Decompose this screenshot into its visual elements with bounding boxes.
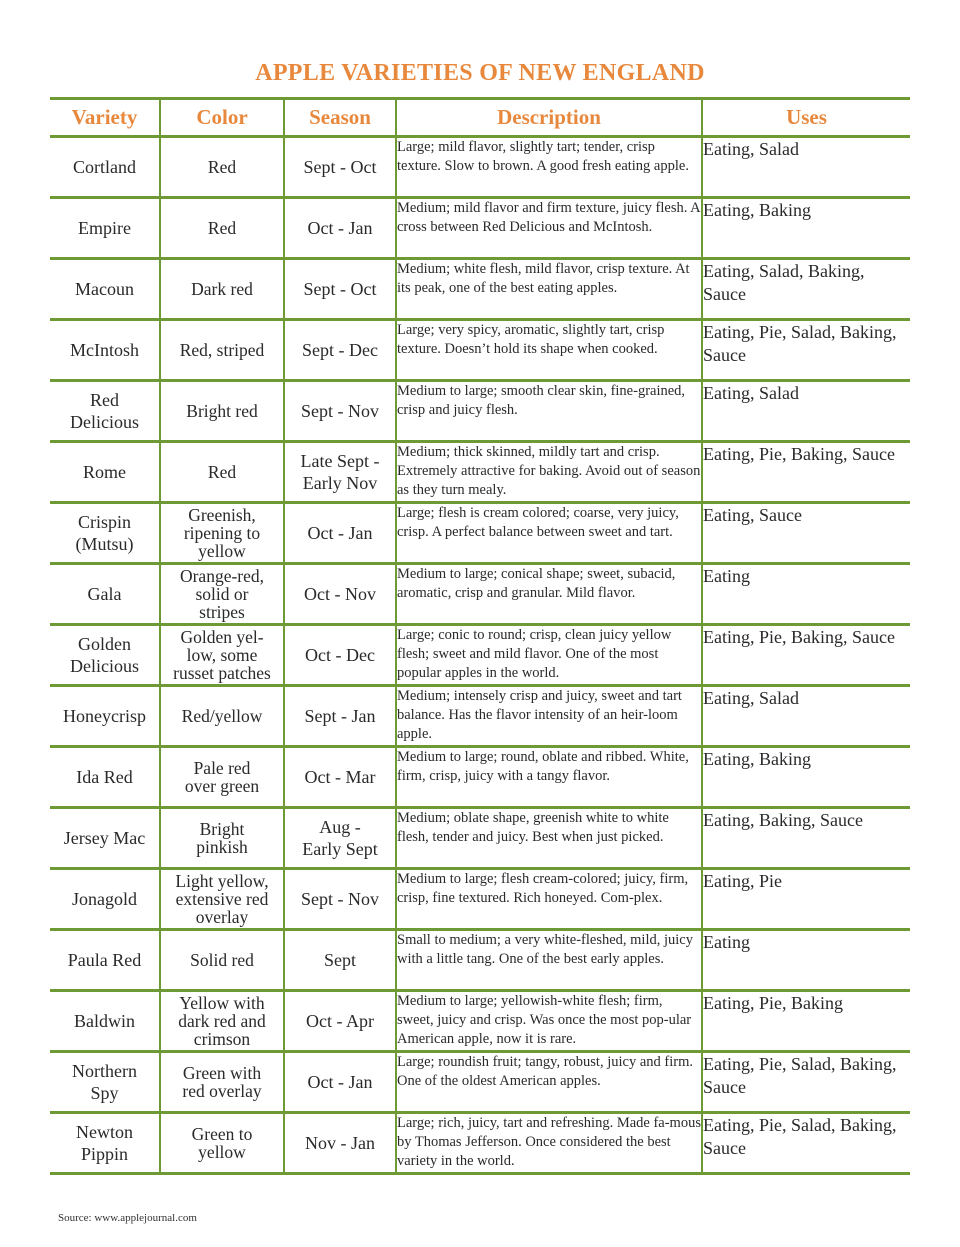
description-cell-text: Small to medium; a very white-fleshed, mild, juicy with a little tang. One of the best early apples. [397,932,693,967]
table-row [50,869,910,930]
table-row [50,503,910,564]
header-season: Season [284,99,396,137]
season-cell-text: Oct - Jan [307,523,373,543]
description-cell [396,381,702,442]
season-cell [284,564,396,625]
variety-cell [50,808,160,869]
color-cell-text: Green with red overlay [182,1063,262,1101]
color-cell [160,991,284,1052]
variety-cell-text: McIntosh [70,340,139,360]
variety-cell-text: Red Delicious [70,390,139,432]
season-cell [284,1113,396,1174]
season-cell-text: Sept - Nov [301,401,379,421]
description-cell-text: Medium; white flesh, mild flavor, crisp texture. At its peak, one of the best eating apples. [397,261,690,296]
variety-cell [50,991,160,1052]
color-cell [160,381,284,442]
description-cell-text: Large; roundish fruit; tangy, robust, juicy and firm. One of the oldest American apples. [397,1054,693,1089]
header-variety: Variety [50,99,160,137]
description-cell-text: Medium to large; conical shape; sweet, subacid, aromatic, crisp and granular. Mild flavor. [397,566,676,601]
season-cell [284,1052,396,1113]
table-row [50,625,910,686]
season-cell [284,381,396,442]
color-cell-text: Green to yellow [191,1124,253,1162]
source-note: Source: www.applejournal.com [58,1212,197,1224]
uses-cell [702,320,910,381]
uses-cell-text: Eating, Pie, Baking, Sauce [703,627,895,647]
uses-cell-text: Eating, Baking [703,749,811,769]
table-row [50,686,910,747]
uses-cell [702,930,910,991]
table-row [50,381,910,442]
color-cell-text: Bright pinkish [196,819,248,857]
header-color: Color [160,99,284,137]
season-cell [284,259,396,320]
season-cell [284,991,396,1052]
table-body [50,137,910,1174]
description-cell-text: Medium; thick skinned, mildly tart and crisp. Extremely attractive for baking. Avoid out of season as they turn mealy. [397,444,701,498]
color-cell-text: Light yellow, extensive red overlay [175,871,269,927]
table-row [50,808,910,869]
season-cell [284,320,396,381]
variety-cell [50,503,160,564]
variety-cell-text: Gala [87,584,122,604]
description-cell [396,1052,702,1113]
description-cell-text: Medium to large; smooth clear skin, fine-grained, crisp and juicy flesh. [397,383,686,418]
description-cell [396,1113,702,1174]
table-row [50,991,910,1052]
color-cell-text: Greenish, ripening to yellow [183,505,261,561]
uses-cell-text: Eating, Baking, Sauce [703,810,863,830]
uses-cell [702,625,910,686]
color-cell [160,320,284,381]
season-cell-text: Oct - Nov [304,584,376,604]
description-cell-text: Medium to large; flesh cream-colored; juicy, firm, crisp, fine textured. Rich honeyed. Com-plex. [397,871,689,906]
table-row [50,747,910,808]
uses-cell-text: Eating [703,932,750,952]
uses-cell [702,747,910,808]
description-cell-text: Large; very spicy, aromatic, slightly tart, crisp texture. Doesn’t hold its shape when cooked. [397,322,665,357]
description-cell-text: Medium to large; round, oblate and ribbed. White, firm, crisp, juicy with a tangy flavor. [397,749,689,784]
season-cell [284,686,396,747]
uses-cell [702,198,910,259]
uses-cell-text: Eating, Pie, Baking [703,993,843,1013]
color-cell [160,808,284,869]
uses-cell-text: Eating, Pie, Salad, Baking, Sauce [703,1115,897,1158]
season-cell-text: Sept - Jan [304,706,376,726]
uses-cell-text: Eating, Pie, Baking, Sauce [703,444,895,464]
uses-cell [702,564,910,625]
uses-cell [702,1052,910,1113]
color-cell-text: Pale red over green [184,758,260,796]
uses-cell-text: Eating, Salad [703,688,799,708]
uses-cell-text: Eating, Baking [703,200,811,220]
description-cell [396,869,702,930]
uses-cell-text: Eating [703,566,750,586]
uses-cell-text: Eating, Salad [703,383,799,403]
variety-cell [50,747,160,808]
description-cell [396,686,702,747]
description-cell-text: Large; flesh is cream colored; coarse, very juicy, crisp. A perfect balance between sweet and tart. [397,505,679,540]
season-cell [284,747,396,808]
uses-cell [702,503,910,564]
description-cell [396,442,702,503]
description-cell-text: Medium to large; yellowish-white flesh; firm, sweet, juicy and crisp. Was once the most pop-ular American apple, now it is rare. [397,993,692,1047]
variety-cell [50,259,160,320]
variety-cell [50,381,160,442]
color-cell [160,686,284,747]
description-cell [396,808,702,869]
season-cell [284,137,396,198]
description-cell-text: Large; rich, juicy, tart and refreshing. Made fa-mous by Thomas Jefferson. Once considered the best variety in the world. [397,1115,701,1169]
variety-cell [50,1052,160,1113]
uses-cell [702,381,910,442]
description-cell [396,991,702,1052]
color-cell [160,747,284,808]
variety-cell-text: Jonagold [72,889,137,909]
variety-cell [50,198,160,259]
uses-cell-text: Eating, Salad, Baking, Sauce [703,261,865,304]
variety-cell-text: Empire [78,218,131,238]
table-row [50,442,910,503]
color-cell [160,442,284,503]
season-cell [284,930,396,991]
description-cell [396,320,702,381]
variety-cell-text: Ida Red [76,767,133,787]
variety-cell-text: Golden Delicious [70,634,139,676]
color-cell-text: Yellow with dark red and crimson [178,993,266,1049]
color-cell-text: Red [207,462,237,482]
variety-cell-text: Jersey Mac [63,828,146,848]
season-cell [284,869,396,930]
variety-cell-text: Baldwin [74,1011,135,1031]
table-row [50,564,910,625]
description-cell [396,503,702,564]
season-cell-text: Oct - Mar [304,767,376,787]
season-cell-text: Nov - Jan [305,1133,375,1153]
season-cell-text: Aug - Early Sept [302,817,378,859]
table-row [50,198,910,259]
season-cell-text: Late Sept - Early Nov [300,451,380,493]
color-cell-text: Dark red [191,279,253,299]
color-cell-text: Red [207,218,237,238]
season-cell-text: Sept - Oct [303,279,377,299]
header-row [50,99,910,137]
uses-cell-text: Eating, Pie [703,871,782,891]
season-cell-text: Oct - Dec [305,645,375,665]
apple-varieties-table [50,97,910,1175]
variety-cell [50,625,160,686]
description-cell-text: Large; mild flavor, slightly tart; tender, crisp texture. Slow to brown. A good fresh eating apple. [397,139,689,174]
table-row [50,137,910,198]
season-cell-text: Sept - Nov [301,889,379,909]
variety-cell [50,442,160,503]
color-cell [160,198,284,259]
page-title: APPLE VARIETIES OF NEW ENGLAND [255,60,705,86]
variety-cell-text: Northern Spy [72,1061,137,1103]
color-cell [160,930,284,991]
description-cell [396,564,702,625]
description-cell-text: Medium; oblate shape, greenish white to white flesh, tender and juicy. Best when just picked. [397,810,669,845]
variety-cell [50,320,160,381]
variety-cell [50,930,160,991]
table-row [50,930,910,991]
uses-cell [702,259,910,320]
variety-cell-text: Crispin (Mutsu) [75,512,134,554]
color-cell-text: Red [207,157,237,177]
variety-cell [50,1113,160,1174]
uses-cell [702,869,910,930]
table-row [50,1052,910,1113]
variety-cell-text: Macoun [75,279,134,299]
description-cell-text: Medium; intensely crisp and juicy, sweet and tart balance. Has the flavor intensity of an heir-loom apple. [397,688,682,742]
uses-cell [702,137,910,198]
season-cell-text: Sept - Dec [302,340,378,360]
description-cell [396,259,702,320]
color-cell [160,625,284,686]
variety-cell-text: Cortland [73,157,136,177]
variety-cell-text: Paula Red [67,950,142,970]
color-cell [160,1113,284,1174]
table-row [50,259,910,320]
color-cell [160,869,284,930]
uses-cell [702,991,910,1052]
color-cell-text: Red, striped [179,340,265,360]
season-cell [284,198,396,259]
season-cell-text: Oct - Jan [307,1072,373,1092]
uses-cell [702,442,910,503]
table-row [50,1113,910,1174]
variety-cell [50,686,160,747]
variety-cell-text: Newton Pippin [76,1122,133,1164]
variety-cell-text: Honeycrisp [63,706,146,726]
season-cell-text: Sept - Oct [303,157,377,177]
season-cell [284,442,396,503]
season-cell-text: Oct - Apr [306,1011,374,1031]
variety-cell [50,869,160,930]
variety-cell [50,564,160,625]
color-cell [160,564,284,625]
color-cell [160,137,284,198]
uses-cell-text: Eating, Sauce [703,505,802,525]
uses-cell [702,808,910,869]
color-cell [160,259,284,320]
season-cell-text: Sept [323,950,356,970]
header-description: Description [396,99,702,137]
variety-cell-text: Rome [83,462,126,482]
description-cell [396,198,702,259]
description-cell [396,137,702,198]
description-cell-text: Large; conic to round; crisp, clean juicy yellow flesh; sweet and mild flavor. One of the most popular apples in the world. [397,627,672,681]
season-cell [284,808,396,869]
season-cell [284,503,396,564]
variety-cell [50,137,160,198]
description-cell-text: Medium; mild flavor and firm texture, juicy flesh. A cross between Red Delicious and McIntosh. [397,200,700,235]
uses-cell-text: Eating, Pie, Salad, Baking, Sauce [703,1054,897,1097]
color-cell-text: Orange-red, solid or stripes [179,566,265,622]
description-cell [396,625,702,686]
color-cell-text: Bright red [186,401,258,421]
color-cell-text: Red/yellow [181,706,263,726]
season-cell [284,625,396,686]
uses-cell [702,1113,910,1174]
color-cell [160,1052,284,1113]
color-cell [160,503,284,564]
color-cell-text: Solid red [190,950,254,970]
table-row [50,320,910,381]
header-uses: Uses [702,99,910,137]
uses-cell-text: Eating, Pie, Salad, Baking, Sauce [703,322,897,365]
description-cell [396,930,702,991]
description-cell [396,747,702,808]
season-cell-text: Oct - Jan [307,218,373,238]
color-cell-text: Golden yel- low, some russet patches [173,627,271,683]
uses-cell [702,686,910,747]
uses-cell-text: Eating, Salad [703,139,799,159]
